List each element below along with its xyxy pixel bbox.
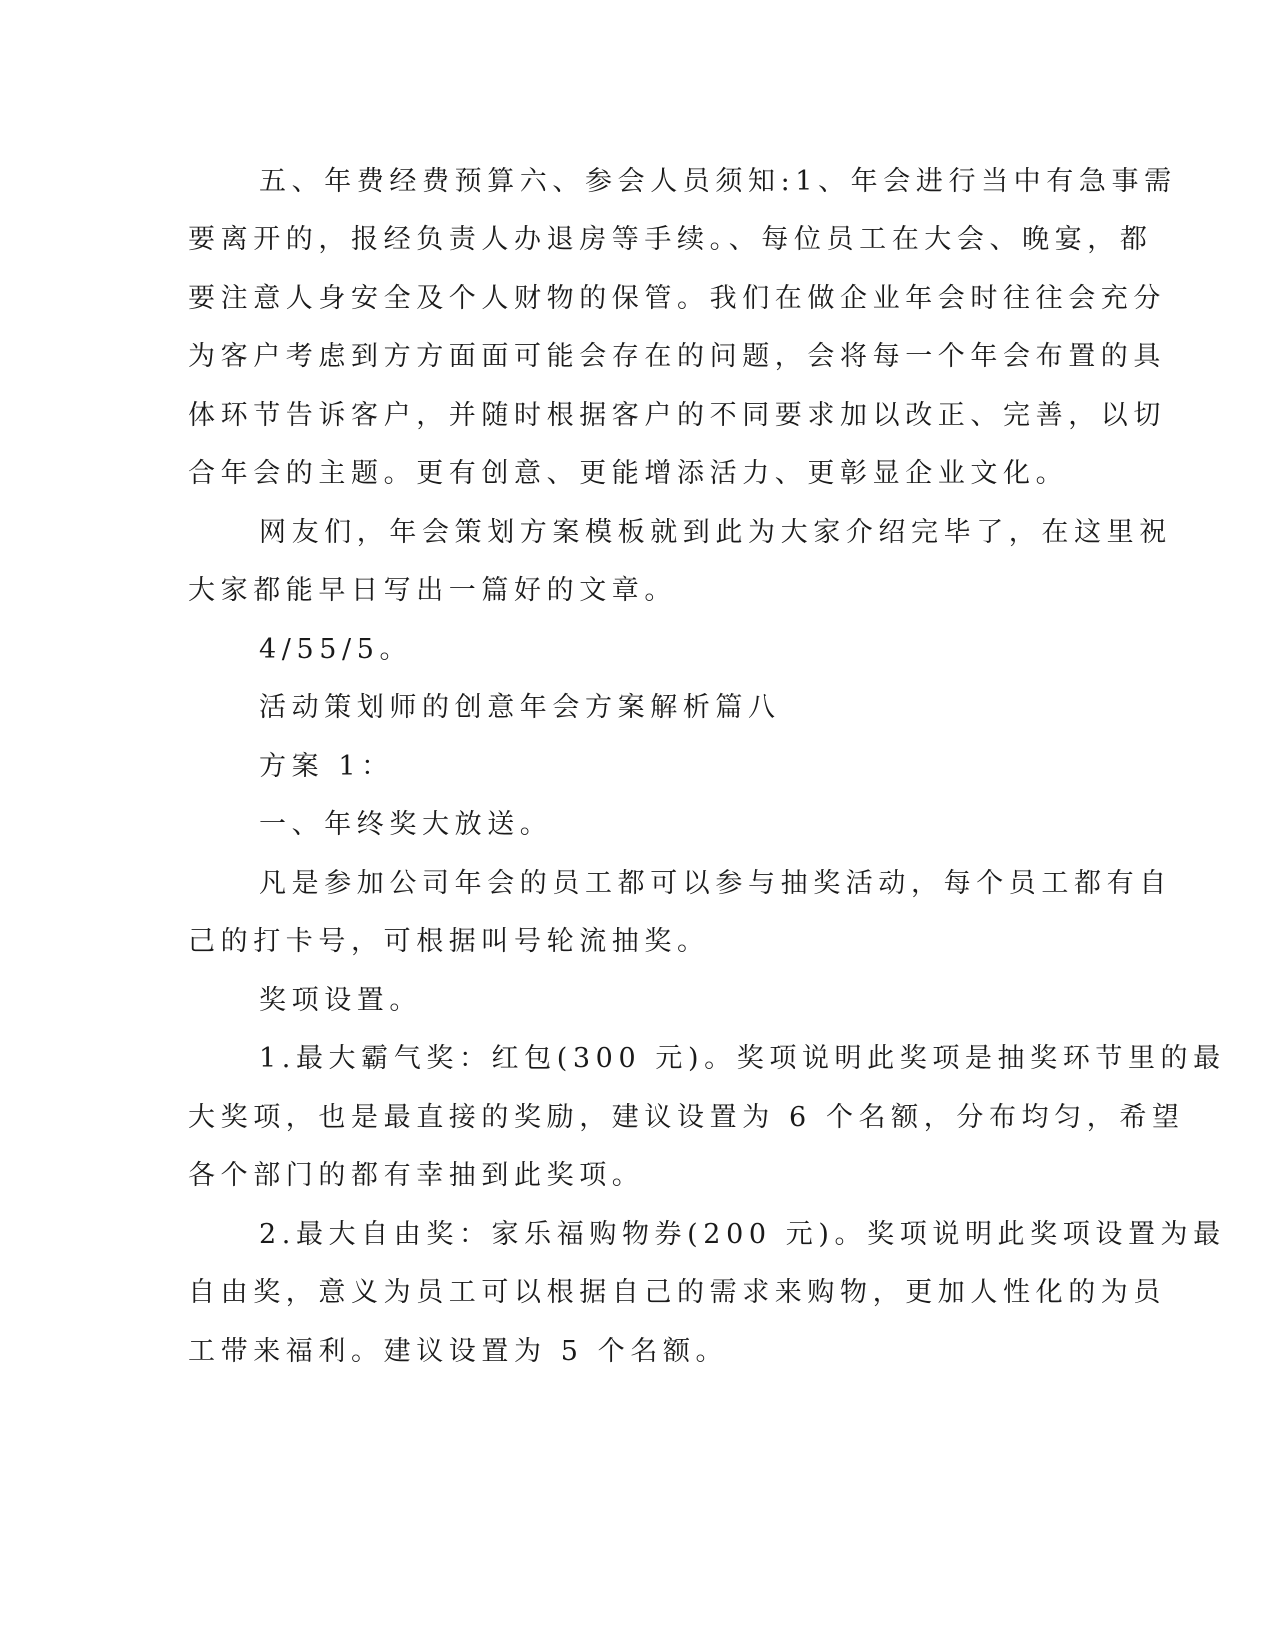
text-line: 1.最大霸气奖：红包(300 元)。奖项说明此奖项是抽奖环节里的最 [259,1043,1226,1074]
text-line: 2.最大自由奖：家乐福购物券(200 元)。奖项说明此奖项设置为最 [259,1219,1226,1250]
text-line: 己的打卡号，可根据叫号轮流抽奖。 [188,926,710,957]
text-line: 要注意人身安全及个人财物的保管。我们在做企业年会时往往会充分 [188,283,1166,314]
text-line: 各个部门的都有幸抽到此奖项。 [188,1160,645,1191]
subsection-heading: 奖项设置。 [259,985,422,1016]
text-line: 体环节告诉客户，并随时根据客户的不同要求加以改正、完善，以切 [188,400,1166,431]
text-line: 网友们，年会策划方案模板就到此为大家介绍完毕了，在这里祝 [259,517,1172,548]
text-line: 工带来福利。建议设置为 5 个名额。 [188,1336,729,1367]
text-line: 合年会的主题。更有创意、更能增添活力、更彰显企业文化。 [188,458,1069,489]
text-line: 五、年费经费预算六、参会人员须知:1、年会进行当中有急事需 [259,166,1177,197]
plan-label: 方案 1： [259,751,394,782]
text-line: 大奖项，也是最直接的奖励，建议设置为 6 个名额，分布均匀，希望 [188,1102,1185,1133]
text-line: 为客户考虑到方方面面可能会存在的问题，会将每一个年会布置的具 [188,341,1166,372]
subsection-heading: 一、年终奖大放送。 [259,809,553,840]
section-heading: 活动策划师的创意年会方案解析篇八 [259,692,781,723]
text-line: 大家都能早日写出一篇好的文章。 [188,575,677,606]
text-line: 自由奖，意义为员工可以根据自己的需求来购物，更加人性化的为员 [188,1277,1166,1308]
text-line: 凡是参加公司年会的员工都可以参与抽奖活动，每个员工都有自 [259,868,1172,899]
text-line: 要离开的，报经负责人办退房等手续。、每位员工在大会、晚宴，都 [188,224,1153,255]
page-number-text: 4/55/5。 [259,634,413,665]
